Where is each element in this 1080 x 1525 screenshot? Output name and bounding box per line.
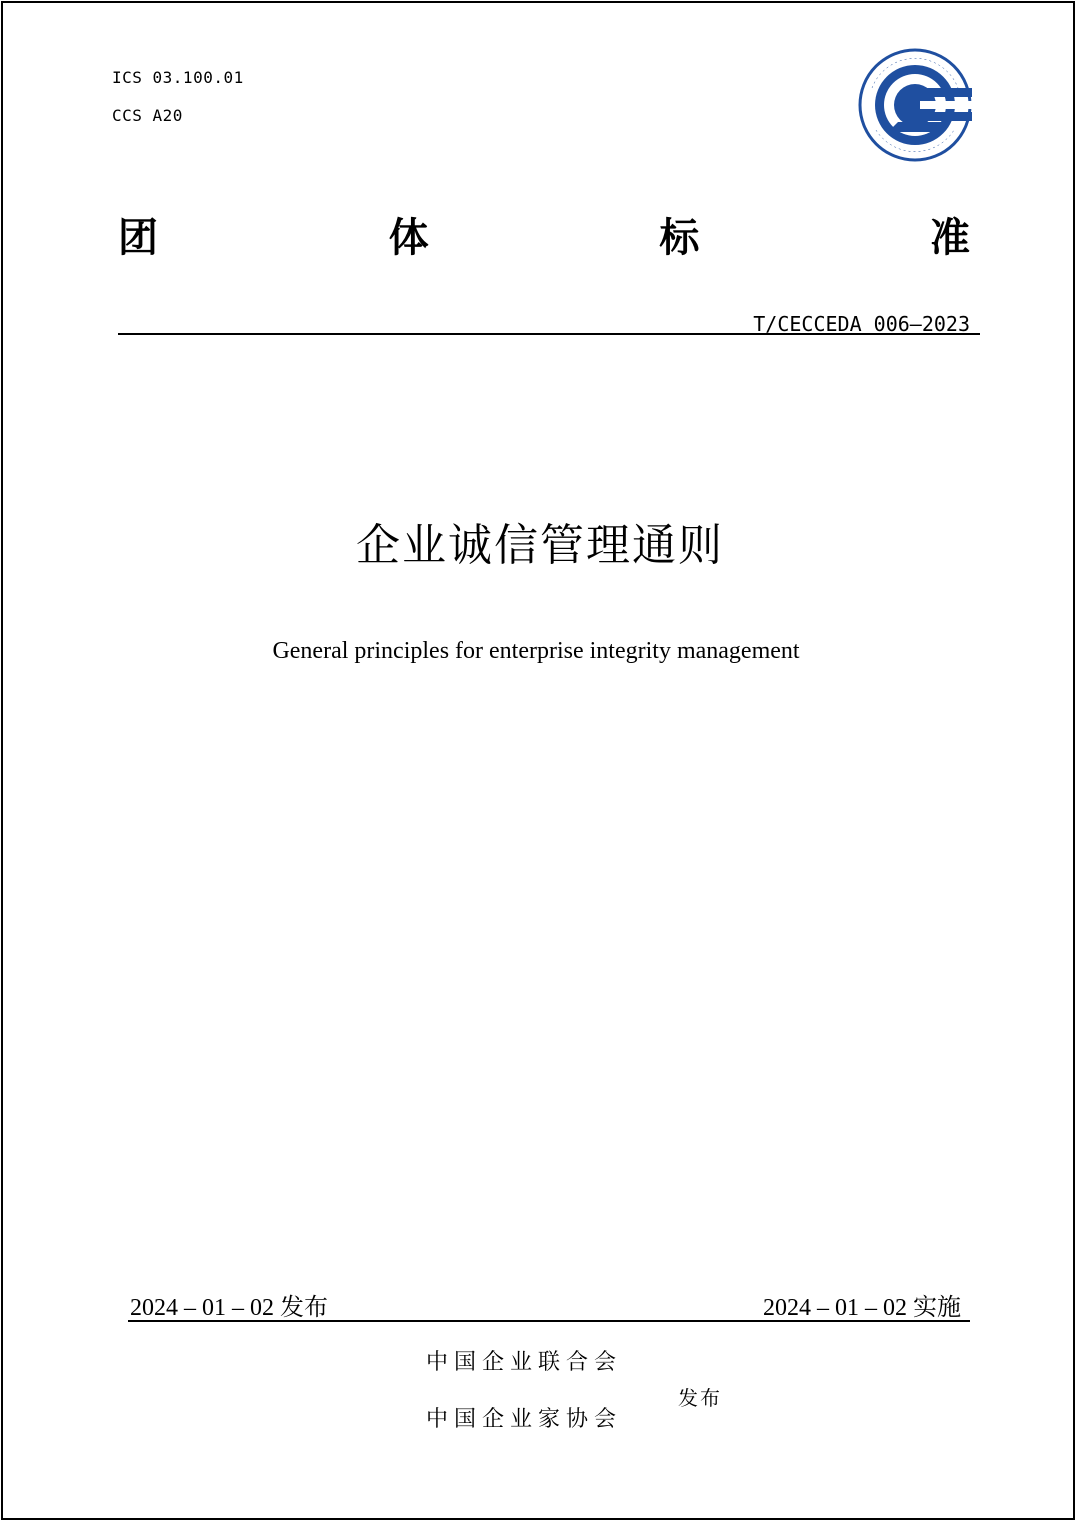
bottom-divider [128, 1320, 970, 1322]
standard-type-char: 标 [659, 215, 700, 261]
issuer-org-1: 中国企业联合会 [426, 1350, 623, 1375]
ics-code: ICS 03.100.01 [112, 68, 244, 87]
publish-date: 2024 – 01 – 02 发布 [130, 1295, 328, 1321]
standard-type-char: 体 [388, 215, 429, 261]
document-title-cn: 企业诚信管理通则 [356, 520, 724, 571]
standard-type-heading [118, 208, 970, 268]
ccs-code: CCS A20 [112, 106, 183, 125]
top-divider [118, 333, 980, 335]
cec-ceda-logo-icon [858, 48, 972, 162]
standard-type-char: 团 [118, 215, 158, 261]
standard-code: T/CECCEDA 006—2023 [753, 312, 970, 336]
document-title-en: General principles for enterprise integrity management [272, 638, 800, 664]
issuer-org-2: 中国企业家协会 [426, 1407, 623, 1432]
implement-date: 2024 – 01 – 02 实施 [763, 1295, 961, 1321]
issued-label: 发布 [678, 1386, 722, 1410]
standard-type-char: 准 [929, 215, 970, 261]
